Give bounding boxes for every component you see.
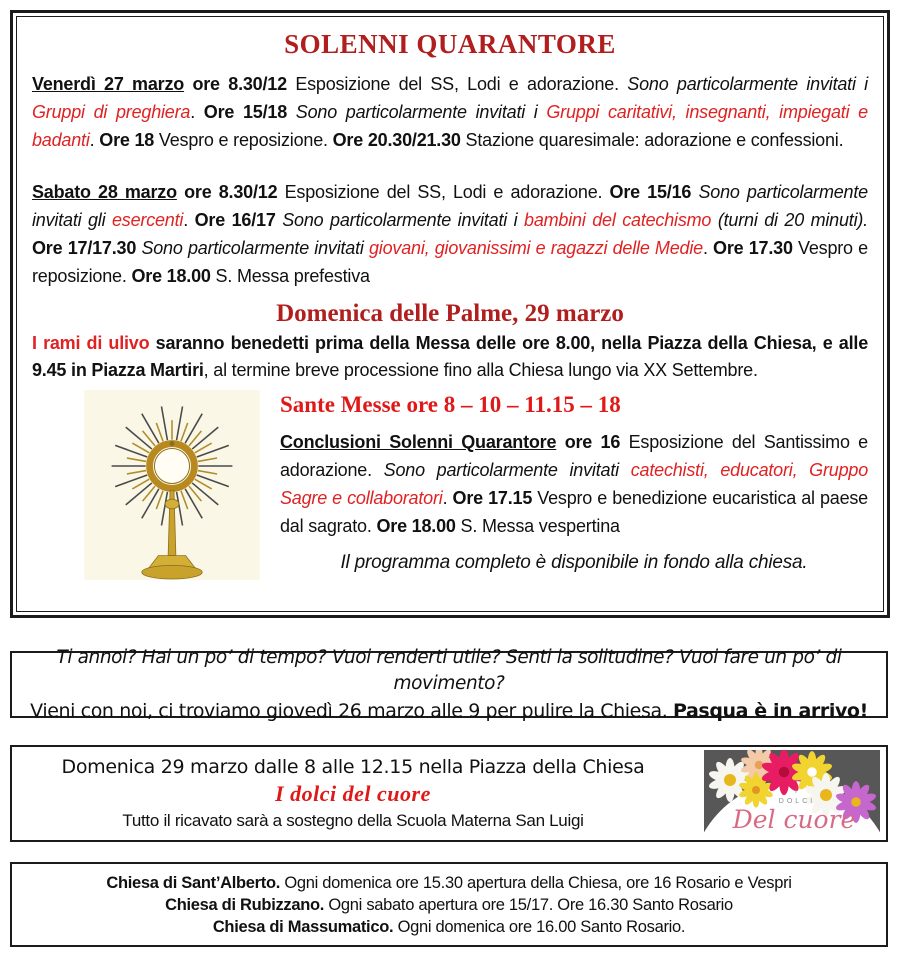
- paragraph-conclusioni: Conclusioni Solenni Quarantore ore 16 Esposizione del Santissimo e adorazione. Sono particolarmente invitati catechisti, educatori, Gruppo Sagre e collaboratori. Ore 17.15 Vespro e benedizione eucaristica al paese dal sagrato. Ore 18.00 S. Messa vespertina: [280, 432, 868, 536]
- quarantore-box: [10, 10, 890, 618]
- logo-top-text: I: [795, 789, 799, 795]
- paragraph-sabato: Sabato 28 marzo ore 8.30/12 Esposizione del SS, Lodi e adorazione. Ore 15/16 Sono particolarmente invitati gli esercenti. Ore 16/17 Sono particolarmente invitati i bambini del catechismo (turni di 20 minuti). Ore 17/17.30 Sono particolarmente invitati giovani, giovanissimi e ragazzi delle Medie. Ore 17.30 Vespro e reposizione. Ore 18.00 S. Messa prefestiva: [32, 182, 868, 286]
- volunteer-invite-line: Vieni con noi, ci troviamo giovedì 26 marzo alle 9 per pulire la Chiesa. Pasqua è in arrivo!: [30, 699, 868, 722]
- heading-domenica-palme: Domenica delle Palme, 29 marzo: [276, 300, 624, 327]
- bottom-row: [32, 390, 868, 580]
- dolci-text-area: [12, 747, 694, 840]
- church-line-massumatico: Chiesa di Massumatico. Ogni domenica ore 16.00 Santo Rosario.: [212, 917, 686, 936]
- page-title: SOLENNI QUARANTORE: [284, 29, 616, 59]
- volunteer-question-line: Ti annoi? Hai un po’ di tempo? Vuoi renderti utile? Senti la solitudine? Vuoi fare un po’ di movimento?: [56, 646, 842, 694]
- churches-box: [10, 862, 888, 947]
- church-line-sant-alberto: Chiesa di Sant’Alberto. Ogni domenica ore 15.30 apertura della Chiesa, ore 16 Rosario e Vespri: [106, 873, 792, 892]
- programma-note: Il programma completo è disponibile in fondo alla chiesa.: [340, 552, 808, 573]
- monstrance-column: [32, 390, 280, 580]
- dolci-date-line: Domenica 29 marzo dalle 8 alle 12.15 nella Piazza della Chiesa: [61, 756, 645, 778]
- paragraph-rami-ulivo: I rami di ulivo saranno benedetti prima della Messa delle ore 8.00, nella Piazza della Chiesa, e alle 9.45 in Piazza Martiri, al termine breve processione fino alla Chiesa lungo via XX Settembre.: [32, 333, 869, 380]
- church-line-rubizzano: Chiesa di Rubizzano. Ogni sabato apertura ore 15/17. Ore 16.30 Santo Rosario: [165, 895, 733, 914]
- monstrance-image: [82, 390, 262, 580]
- quarantore-box-inner: [16, 16, 884, 612]
- del-cuore-logo: [704, 750, 880, 837]
- logo-mid-text: DOLCI: [778, 798, 816, 805]
- conclusioni-column: [280, 390, 868, 580]
- heading-sante-messe: Sante Messe ore 8 – 10 – 11.15 – 18: [280, 392, 621, 417]
- dolci-box: [10, 745, 888, 842]
- paragraph-venerdi: Venerdì 27 marzo ore 8.30/12 Esposizione del SS, Lodi e adorazione. Sono particolarmente invitati i Gruppi di preghiera. Ore 15/18 Sono particolarmente invitati i Gruppi caritativi, insegnanti, impiegati e badanti. Ore 18 Vespro e reposizione. Ore 20.30/21.30 Stazione quaresimale: adorazione e confessioni.: [32, 74, 868, 150]
- dolci-title: I dolci del cuore: [275, 781, 431, 806]
- logo-script-text: Del cuore: [732, 805, 856, 834]
- volunteer-box: [10, 646, 888, 722]
- dolci-note: Tutto il ricavato sarà a sostegno della Scuola Materna San Luigi: [122, 811, 584, 830]
